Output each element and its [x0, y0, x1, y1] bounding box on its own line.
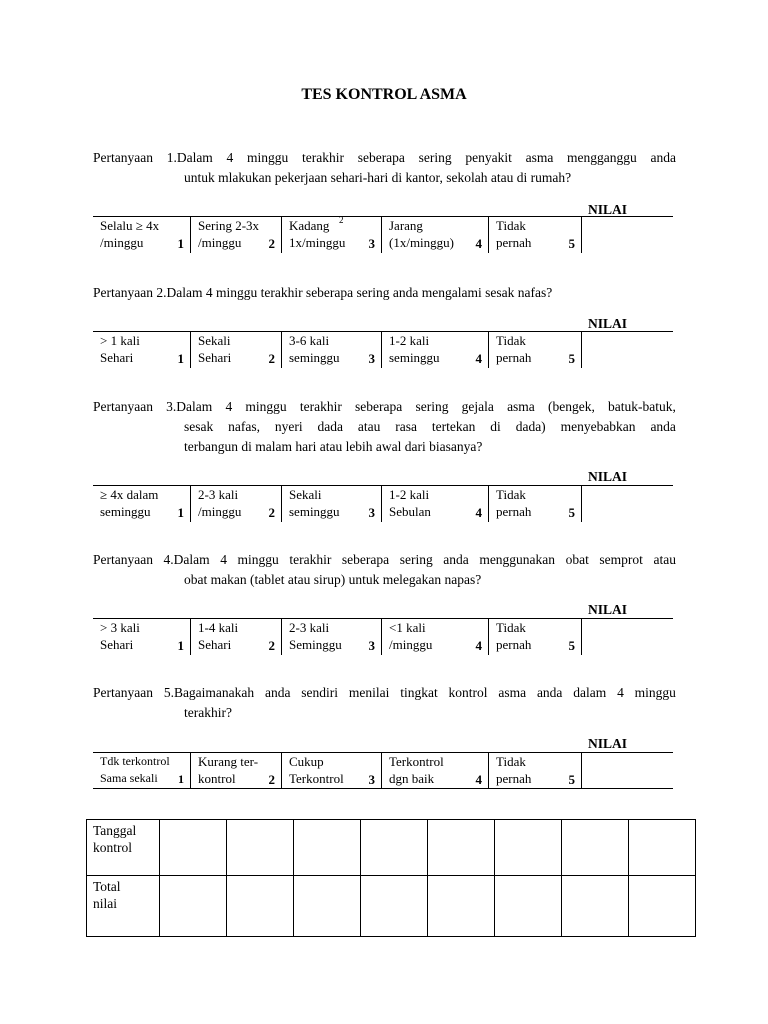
- nilai-input-1[interactable]: [582, 217, 673, 253]
- option-score: 1: [178, 772, 184, 786]
- q3-word: di: [490, 419, 501, 434]
- option-text: 2-3 kali: [289, 620, 330, 635]
- q1-word: asma: [525, 150, 554, 165]
- option-q4-3[interactable]: [282, 619, 382, 655]
- option-text: 3-6 kali: [289, 333, 330, 348]
- q3-word: 3.Dalam: [166, 399, 213, 414]
- option-text: > 3 kali: [100, 620, 140, 635]
- q3-word: seberapa: [355, 399, 403, 414]
- q1-word: Pertanyaan: [93, 150, 153, 165]
- option-score: 5: [568, 772, 575, 787]
- option-text: 1-2 kali: [389, 333, 430, 348]
- header-text: nilai: [93, 896, 117, 911]
- option-score: 3: [368, 638, 375, 653]
- option-score: 5: [568, 505, 575, 520]
- option-text: pernah: [496, 235, 532, 250]
- options-row-5: [93, 752, 673, 789]
- q5-word: anda: [536, 685, 563, 700]
- option-q2-2[interactable]: [191, 332, 282, 368]
- q3-word: sering: [415, 399, 449, 414]
- option-text: seminggu: [100, 504, 151, 519]
- option-text: pernah: [496, 771, 532, 786]
- q3-word: batuk-batuk,: [608, 399, 676, 414]
- q5-word: dalam: [573, 685, 607, 700]
- q3-word: atau: [357, 419, 381, 434]
- option-q5-2[interactable]: [191, 753, 282, 789]
- option-q5-5[interactable]: [489, 753, 582, 789]
- option-text: pernah: [496, 350, 532, 365]
- header-text: Tanggal: [93, 823, 137, 838]
- option-q3-1[interactable]: [93, 486, 191, 522]
- q4-word: Pertanyaan: [93, 552, 153, 567]
- q1-word: seberapa: [357, 150, 405, 165]
- option-text: kontrol: [198, 771, 236, 786]
- page-title: TES KONTROL ASMA: [301, 86, 467, 103]
- tanggal-cell[interactable]: [428, 820, 495, 876]
- q5-word: kontrol: [448, 685, 488, 700]
- question-2: [93, 283, 676, 303]
- option-score: 1: [177, 351, 184, 366]
- option-text: Sehari: [198, 637, 232, 652]
- option-score: 5: [568, 638, 575, 653]
- q1-word: terakhir: [302, 150, 344, 165]
- option-q4-4[interactable]: [382, 619, 489, 655]
- option-score: 2: [268, 236, 275, 251]
- q3-word: 4: [225, 399, 233, 414]
- q4-word: terakhir: [289, 552, 332, 567]
- nilai-label-4: NILAI: [588, 602, 628, 617]
- option-score: 3: [368, 351, 375, 366]
- total-cell[interactable]: [160, 876, 227, 937]
- option-q1-2[interactable]: [191, 217, 282, 253]
- total-cell[interactable]: [294, 876, 361, 937]
- option-score: 3: [368, 505, 375, 520]
- option-q5-4[interactable]: [382, 753, 489, 789]
- option-q1-1[interactable]: [93, 217, 191, 253]
- q5-word: tingkat: [400, 685, 438, 700]
- option-text: Kurang ter-: [198, 754, 259, 769]
- q5-word: minggu: [634, 685, 676, 700]
- option-score: 2: [268, 772, 275, 787]
- q4-word: semprot: [599, 552, 643, 567]
- option-q4-2[interactable]: [191, 619, 282, 655]
- q4-word: obat: [565, 552, 589, 567]
- question-1-line-2: untuk mlakukan pekerjaan sehari-hari di kantor, sekolah atau di rumah?: [184, 170, 572, 185]
- question-5: [93, 683, 676, 723]
- option-q1-3[interactable]: [282, 217, 382, 253]
- nilai-label-2: NILAI: [588, 316, 628, 331]
- nilai-input-2[interactable]: [582, 332, 673, 368]
- q3-word: rasa: [395, 419, 418, 434]
- option-text: Sehari: [198, 350, 232, 365]
- option-text: seminggu: [389, 350, 440, 365]
- option-q3-2[interactable]: [191, 486, 282, 522]
- option-score: 4: [475, 351, 482, 366]
- options-row-5-bottom-border: [93, 788, 673, 789]
- option-text: /minggu: [198, 504, 242, 519]
- option-text: Selalu ≥ 4x: [100, 218, 160, 233]
- q3-word: menyebabkan: [560, 419, 636, 434]
- q3-word: anda: [650, 419, 676, 434]
- option-q5-1[interactable]: [93, 753, 191, 789]
- option-text: Tidak: [496, 487, 526, 502]
- question-1-line-1: [93, 148, 676, 168]
- option-text: Tidak: [496, 754, 526, 769]
- q5-word: sendiri: [301, 685, 339, 700]
- option-text: dgn baik: [389, 771, 435, 786]
- q1-word: anda: [650, 150, 676, 165]
- options-row-4: [93, 618, 673, 655]
- option-text: Terkontrol: [389, 754, 444, 769]
- tanggal-cell[interactable]: [562, 820, 629, 876]
- option-score: 3: [368, 236, 375, 251]
- tanggal-cell[interactable]: [629, 820, 696, 876]
- option-score: 4: [475, 505, 482, 520]
- option-text: seminggu: [289, 350, 340, 365]
- total-cell[interactable]: [361, 876, 428, 937]
- option-score: 1: [177, 505, 184, 520]
- option-q3-3[interactable]: [282, 486, 382, 522]
- q4-word: seberapa: [341, 552, 390, 567]
- option-text: Sering 2-3x: [198, 218, 260, 233]
- nilai-label-1: NILAI: [588, 202, 628, 217]
- tanggal-cell[interactable]: [294, 820, 361, 876]
- option-score: 5: [568, 236, 575, 251]
- nilai-input-3[interactable]: [582, 486, 673, 522]
- tanggal-cell[interactable]: [160, 820, 227, 876]
- option-text: (1x/minggu): [389, 235, 454, 250]
- option-text: Sehari: [100, 350, 134, 365]
- options-row-1: [93, 216, 673, 253]
- option-text: pernah: [496, 637, 532, 652]
- q1-word: 1.Dalam: [166, 150, 213, 165]
- option-score: 5: [568, 351, 575, 366]
- options-row-2: [93, 331, 673, 368]
- option-text: Tdk terkontrol: [100, 754, 170, 768]
- q3-word: sesak: [184, 419, 214, 434]
- header-text: Total: [93, 879, 121, 894]
- option-text: Jarang: [389, 218, 423, 233]
- option-text: pernah: [496, 504, 532, 519]
- option-q1-4[interactable]: [382, 217, 489, 253]
- total-cell[interactable]: [428, 876, 495, 937]
- q5-word: 4: [617, 685, 624, 700]
- option-text: ≥ 4x dalam: [100, 487, 159, 502]
- option-text: > 1 kali: [100, 333, 140, 348]
- question-3-line-2: [93, 417, 676, 437]
- option-text: Sekali: [198, 333, 231, 348]
- option-text: 1x/minggu: [289, 235, 346, 250]
- option-text: Cukup: [289, 754, 324, 769]
- option-text: /minggu: [389, 637, 433, 652]
- q4-word: 4: [220, 552, 227, 567]
- option-text: Sama sekali: [100, 771, 158, 785]
- control-record-table: [86, 819, 696, 937]
- option-text: Sebulan: [389, 504, 431, 519]
- q5-word: Pertanyaan: [93, 685, 153, 700]
- q3-word: (bengek,: [548, 399, 595, 414]
- option-q2-5[interactable]: [489, 332, 582, 368]
- q4-word: sering: [399, 552, 433, 567]
- nilai-input-4[interactable]: [582, 619, 673, 655]
- total-cell[interactable]: [562, 876, 629, 937]
- option-q2-3[interactable]: [282, 332, 382, 368]
- question-2-line-1: Pertanyaan 2.Dalam 4 minggu terakhir seberapa sering anda mengalami sesak nafas?: [93, 285, 553, 300]
- option-q5-3[interactable]: [282, 753, 382, 789]
- q4-word: anda: [443, 552, 469, 567]
- question-4-line-2: obat makan (tablet atau sirup) untuk melegakan napas?: [184, 572, 482, 587]
- q1-word: minggu: [247, 150, 289, 165]
- option-text: /minggu: [198, 235, 242, 250]
- q5-word: asma: [498, 685, 527, 700]
- q3-word: dada: [317, 419, 344, 434]
- option-score: 1: [177, 236, 184, 251]
- option-q1-5[interactable]: [489, 217, 582, 253]
- option-score: 2: [268, 351, 275, 366]
- option-text: <1 kali: [389, 620, 426, 635]
- option-text: Seminggu: [289, 637, 342, 652]
- q3-word: nafas,: [228, 419, 260, 434]
- option-text: Sehari: [100, 637, 134, 652]
- option-q3-5[interactable]: [489, 486, 582, 522]
- question-1: [93, 148, 676, 188]
- option-text: /minggu: [100, 235, 144, 250]
- q5-word: menilai: [348, 685, 390, 700]
- option-text: Sekali: [289, 487, 322, 502]
- question-4: [93, 550, 676, 590]
- question-3-line-3: terbangun di malam hari atau lebih awal dari biasanya?: [184, 439, 483, 454]
- q3-word: gejala: [461, 399, 494, 414]
- q3-word: Pertanyaan: [93, 399, 153, 414]
- option-text: Terkontrol: [289, 771, 344, 786]
- option-score: 1: [177, 638, 184, 653]
- tanggal-cell[interactable]: [227, 820, 294, 876]
- nilai-input-5[interactable]: [582, 753, 673, 789]
- total-cell[interactable]: [227, 876, 294, 937]
- q1-word: sering: [418, 150, 452, 165]
- option-score: 3: [368, 772, 375, 787]
- total-nilai-header: [87, 876, 160, 937]
- footnote-mark: 2: [339, 215, 344, 225]
- tanggal-cell[interactable]: [361, 820, 428, 876]
- q3-word: minggu: [245, 399, 287, 414]
- question-4-line-1: [93, 550, 676, 570]
- total-cell[interactable]: [495, 876, 562, 937]
- options-row-3: [93, 485, 673, 522]
- option-q2-4[interactable]: [382, 332, 489, 368]
- q1-word: penyakit: [465, 150, 512, 165]
- q1-word: mengganggu: [567, 150, 637, 165]
- question-5-line-2: terakhir?: [184, 705, 232, 720]
- option-q4-5[interactable]: [489, 619, 582, 655]
- option-q4-1[interactable]: [93, 619, 191, 655]
- header-text: kontrol: [93, 840, 132, 855]
- option-text: 2-3 kali: [198, 487, 239, 502]
- q3-word: asma: [507, 399, 535, 414]
- q3-word: terakhir: [299, 399, 342, 414]
- tanggal-cell[interactable]: [495, 820, 562, 876]
- option-text: 1-4 kali: [198, 620, 239, 635]
- option-score: 2: [268, 505, 275, 520]
- q4-word: atau: [653, 552, 676, 567]
- option-text: 1-2 kali: [389, 487, 430, 502]
- option-score: 2: [268, 638, 275, 653]
- q5-word: 5.Bagaimanakah: [163, 685, 255, 700]
- option-text: Tidak: [496, 333, 526, 348]
- option-q3-4[interactable]: [382, 486, 489, 522]
- question-3: [93, 397, 676, 457]
- q3-word: tertekan: [431, 419, 476, 434]
- option-score: 4: [475, 236, 482, 251]
- nilai-label-3: NILAI: [588, 469, 628, 484]
- option-q2-1[interactable]: [93, 332, 191, 368]
- q1-word: 4: [226, 150, 234, 165]
- q5-word: anda: [264, 685, 291, 700]
- nilai-label-5: NILAI: [588, 736, 628, 751]
- option-text: Tidak: [496, 620, 526, 635]
- option-score: 4: [475, 638, 482, 653]
- q4-word: menggunakan: [479, 552, 556, 567]
- q4-word: minggu: [237, 552, 279, 567]
- q4-word: 4.Dalam: [163, 552, 210, 567]
- q3-word: nyeri: [274, 419, 303, 434]
- total-cell[interactable]: [629, 876, 696, 937]
- question-3-line-1: [93, 397, 676, 417]
- tanggal-kontrol-header: [87, 820, 160, 876]
- question-5-line-1: [93, 683, 676, 703]
- option-text: seminggu: [289, 504, 340, 519]
- option-score: 4: [475, 772, 482, 787]
- option-text: Tidak: [496, 218, 526, 233]
- option-text: Kadang: [289, 218, 330, 233]
- q3-word: dada): [515, 419, 546, 434]
